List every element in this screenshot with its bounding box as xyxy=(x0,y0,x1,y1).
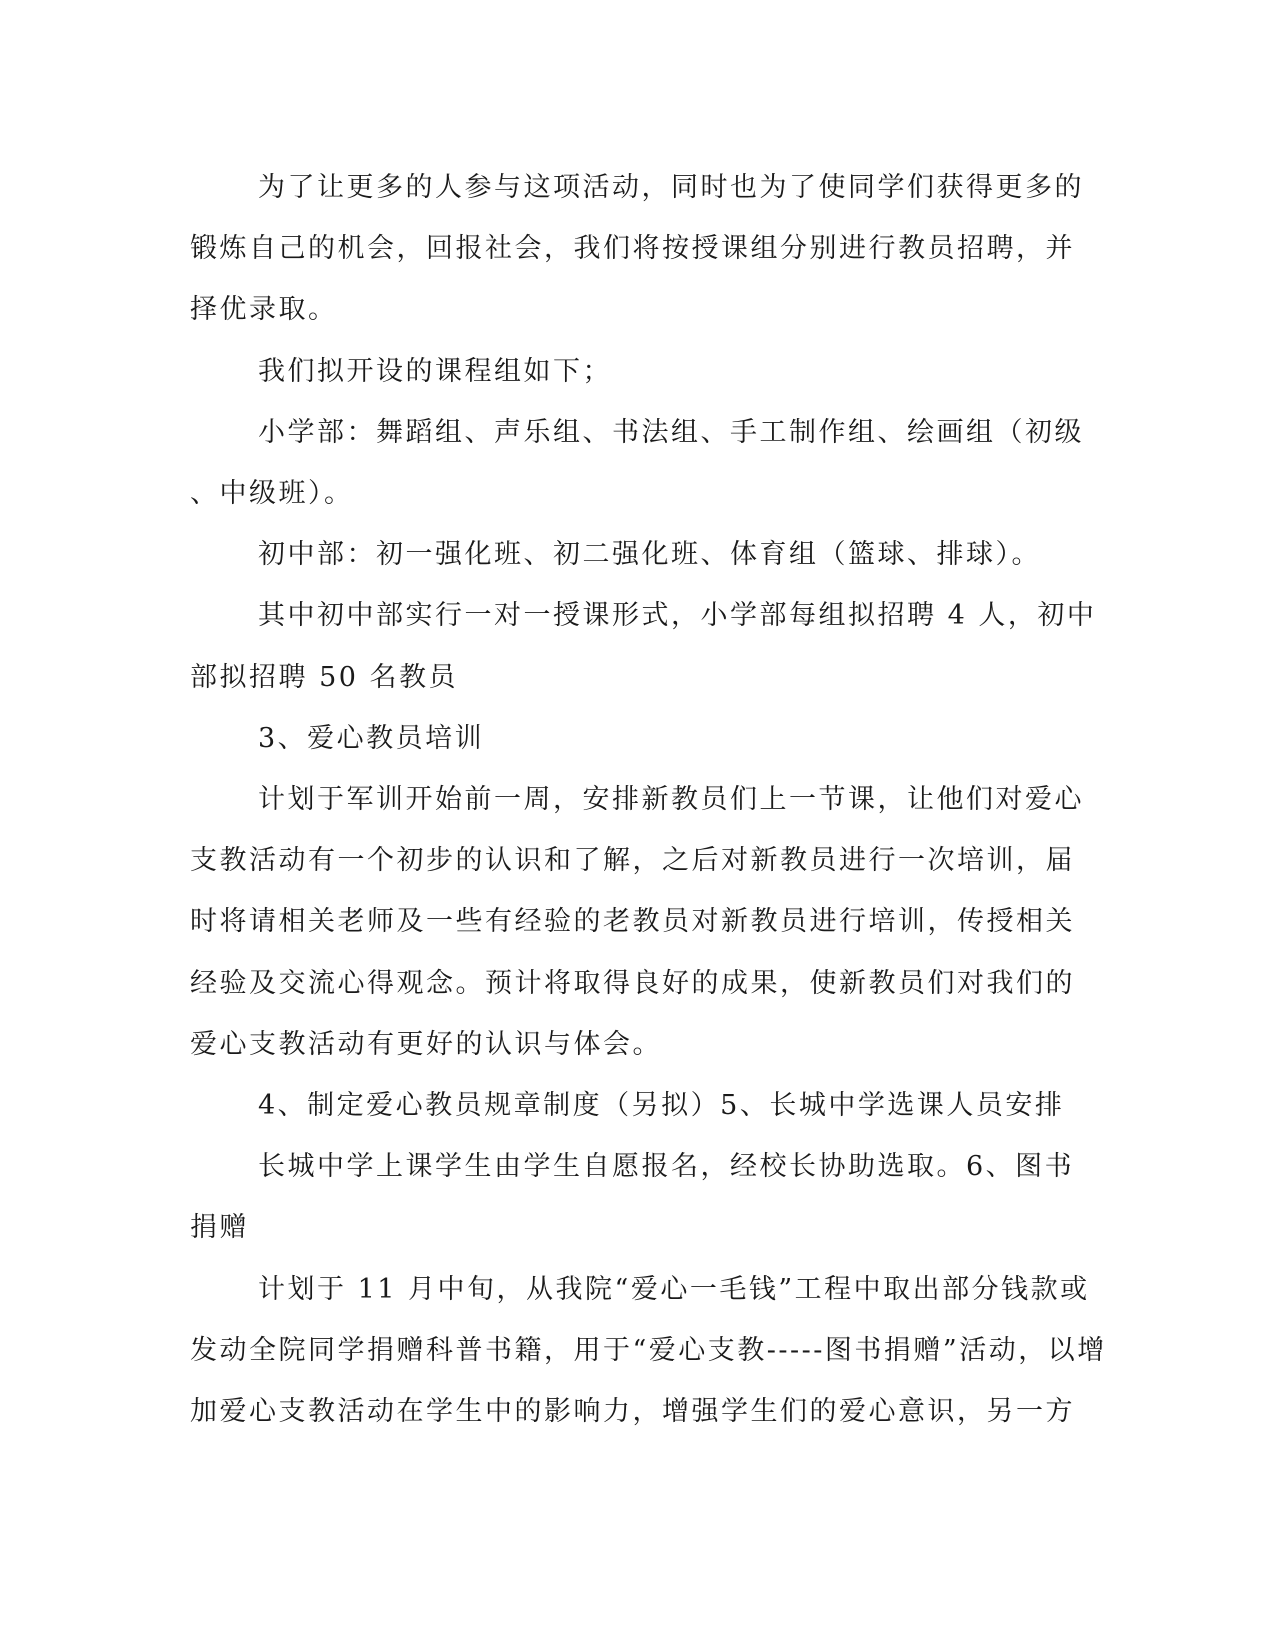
text-line: 初中部：初一强化班、初二强化班、体育组（篮球、排球）。 xyxy=(258,539,1041,571)
text-line: 计划于 11 月中旬，从我院“爱心一毛钱”工程中取出部分钱款或 xyxy=(258,1273,1090,1305)
paragraph-primary-groups xyxy=(190,402,1084,524)
text-line: 小学部：舞蹈组、声乐组、书法组、手工制作组、绘画组（初级 xyxy=(258,416,1084,448)
text-line: 部拟招聘 50 名教员 xyxy=(190,661,459,693)
text-line: 3、爱心教员培训 xyxy=(258,722,485,754)
section-heading-rules xyxy=(190,1075,1070,1136)
paragraph-donation-body xyxy=(190,1259,1107,1443)
text-line: 时将请相关老师及一些有经验的老教员对新教员进行培训，传授相关 xyxy=(190,906,1075,938)
paragraph-recruit-count xyxy=(190,585,1097,707)
text-line: 择优录取。 xyxy=(190,294,338,326)
text-line: 长城中学上课学生由学生自愿报名，经校长协助选取。6、图书 xyxy=(258,1151,1075,1183)
text-line: 加爱心支教活动在学生中的影响力，增强学生们的爱心意识，另一方 xyxy=(190,1396,1075,1428)
text-line: 锻炼自己的机会，回报社会，我们将按授课组分别进行教员招聘，并 xyxy=(190,233,1075,265)
paragraph-junior-groups xyxy=(190,524,1070,585)
text-line: 支教活动有一个初步的认识和了解，之后对新教员进行一次培训，届 xyxy=(190,845,1075,877)
text-line: 、中级班）。 xyxy=(190,478,354,510)
paragraph-selection-body xyxy=(190,1136,1075,1258)
section-heading-training xyxy=(190,708,1070,769)
text-line: 经验及交流心得观念。预计将取得良好的成果，使新教员们对我们的 xyxy=(190,967,1075,999)
text-line: 捐赠 xyxy=(190,1212,249,1244)
text-line: 4、制定爱心教员规章制度（另拟）5、长城中学选课人员安排 xyxy=(258,1090,1065,1122)
text-line: 为了让更多的人参与这项活动，同时也为了使同学们获得更多的 xyxy=(258,172,1084,203)
paragraph-course-intro xyxy=(190,341,1070,402)
text-line: 计划于军训开始前一周，安排新教员们上一节课，让他们对爱心 xyxy=(258,784,1084,816)
text-line: 发动全院同学捐赠科普书籍，用于“爱心支教-----图书捐赠”活动，以增 xyxy=(190,1334,1107,1366)
paragraph-training-body xyxy=(190,769,1084,1075)
document-body xyxy=(190,157,1107,1442)
text-line: 爱心支教活动有更好的认识与体会。 xyxy=(190,1028,662,1060)
paragraph-recruitment xyxy=(190,157,1084,341)
text-line: 我们拟开设的课程组如下； xyxy=(258,355,612,387)
text-line: 其中初中部实行一对一授课形式，小学部每组拟招聘 4 人，初中 xyxy=(258,600,1097,632)
